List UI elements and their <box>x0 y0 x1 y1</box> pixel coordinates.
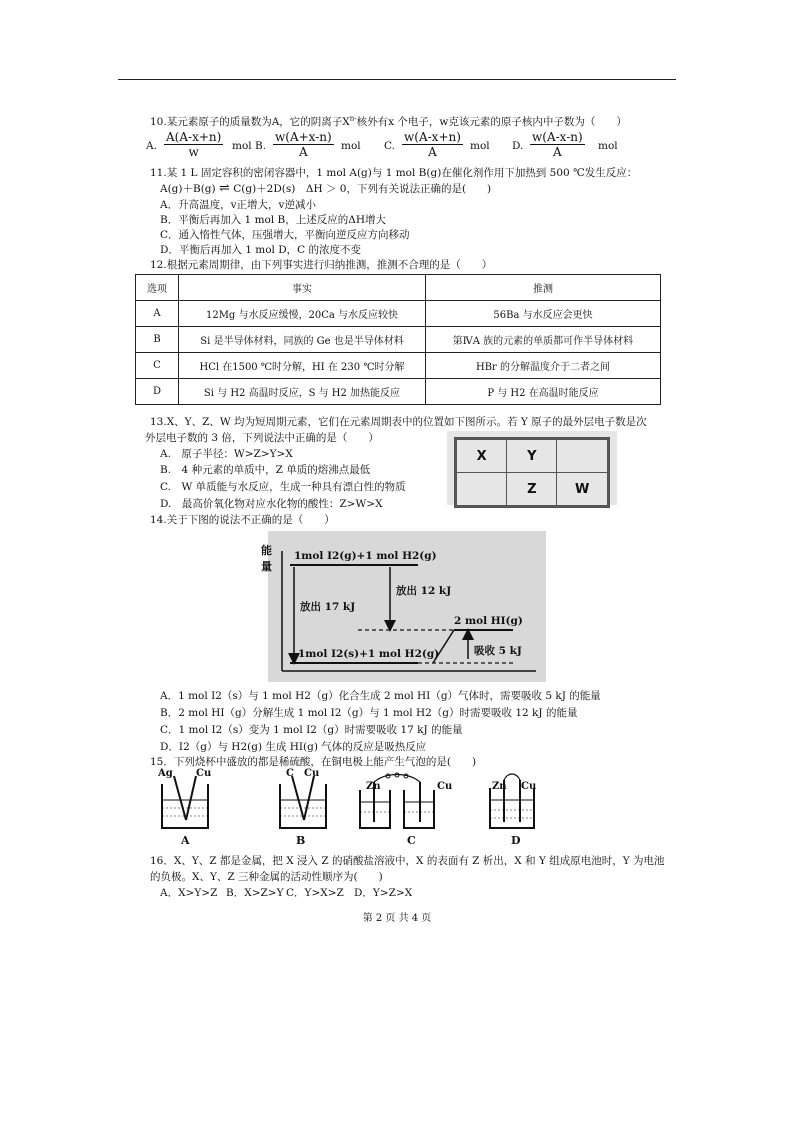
q10-option-fraction <box>164 130 223 159</box>
q10-option-unit: mol <box>470 140 490 152</box>
q11-option-b: B．平衡后再加入 1 mol B，上述反应的ΔH增大 <box>160 214 387 226</box>
q13-periodic-grid <box>454 437 610 508</box>
table-row <box>136 379 661 405</box>
q15-stem: 15．下列烧杯中盛放的都是稀硫酸，在铜电极上能产生气泡的是( ) <box>150 756 477 768</box>
grid-cell: W <box>557 473 609 507</box>
table-cell: B <box>136 327 179 353</box>
q16-option-a: A．X>Y>Z <box>160 887 218 899</box>
q14-stem: 14.关于下图的说法不正确的是（ ） <box>150 514 335 526</box>
release-12-label: 放出 12 kJ <box>396 585 452 597</box>
q14-option-d: D．I2（g）与 H2(g) 生成 HI(g) 气体的反应是吸热反应 <box>160 741 427 753</box>
beaker-d-right-electrode: Cu <box>521 781 537 792</box>
q11-option-a: A．升高温度，v正增大，v逆减小 <box>160 199 316 211</box>
q11-equation: A(g)＋B(g) ⇌ C(g)＋2D(s) ΔH ＞ 0，下列有关说法正确的是( ) <box>160 181 492 196</box>
fraction-denominator: A <box>428 145 437 159</box>
q10-stem: 10.某元素原子的质量数为A，它的阴离子$X^{n-}$核外有x 个电子，w克该元素的原子核内中子数为（ ） <box>150 114 627 128</box>
table-row <box>136 353 661 379</box>
q12-table <box>135 274 661 405</box>
beaker-b <box>280 776 326 828</box>
q14-option-a: A．1 mol I2（s）与 1 mol H2（g）化合生成 2 mol HI（g）气体时，需要吸收 5 kJ 的能量 <box>160 690 601 702</box>
q12-stem: 12.根据元素周期律，由下列事实进行归纳推测，推测不合理的是（ ） <box>150 259 493 271</box>
q10-option-label: A. <box>146 140 157 152</box>
q10-option-unit: mol <box>598 140 618 152</box>
energy-axis-label: 能 量 <box>261 544 272 573</box>
q13-stem-2: 外层电子数的 3 倍，下列说法中正确的是（ ） <box>145 432 379 444</box>
q13-stem-1: 13.X、Y、Z、W 均为短周期元素，它们在元素周期表中的位置如下图所示。若 Y 原子的最外层电子数是次 <box>150 416 647 428</box>
beaker-d-label: D <box>511 834 521 847</box>
beaker-b-label: B <box>296 834 306 847</box>
grid-cell: X <box>456 439 507 473</box>
q11-option-d: D．平衡后再加入 1 mol D，C 的浓度不变 <box>160 244 362 256</box>
page-footer: 第 2 页 共 4 页 <box>362 913 432 924</box>
q11-stem: 11.某 1 L 固定容积的密闭容器中，1 mol A(g)与 1 mol B(g)在催化剂作用下加热到 500 ℃发生反应： <box>150 167 638 179</box>
beaker-d-left-electrode: Zn <box>492 781 507 792</box>
grid-cell: Z <box>507 473 557 507</box>
beaker-c-right-electrode: Cu <box>437 781 453 792</box>
beaker-b-left-electrode: C <box>286 768 294 779</box>
table-header: 事实 <box>179 275 426 301</box>
top-level-label: 1mol I2(g)+1 mol H2(g) <box>294 550 437 562</box>
q10-option-fraction <box>273 130 334 159</box>
table-row <box>136 301 661 327</box>
q13-option-b: B. 4 种元素的单质中，Z 单质的熔沸点最低 <box>160 464 371 476</box>
table-cell: P 与 H2 在高温时能反应 <box>426 379 661 405</box>
table-cell: HCl 在1500 ℃时分解，HI 在 230 ℃时分解 <box>179 353 426 379</box>
fraction-denominator: w <box>188 145 199 159</box>
q16-option-c: C．Y>X>Z <box>286 887 344 899</box>
absorb-5-label: 吸收 5 kJ <box>474 645 522 657</box>
q13-option-a: A. 原子半径：W>Z>Y>X <box>160 448 293 460</box>
table-cell: 12Mg 与水反应缓慢，20Ca 与水反应较快 <box>179 301 426 327</box>
fraction-numerator: w(A-x+n) <box>404 130 461 144</box>
table-cell: C <box>136 353 179 379</box>
beaker-b-right-electrode: Cu <box>304 768 320 779</box>
q11-option-c: C．通入惰性气体，压强增大，平衡向逆反应方向移动 <box>160 229 410 241</box>
table-header: 推测 <box>426 275 661 301</box>
release-17-label: 放出 17 kJ <box>300 601 356 613</box>
hi-level-label: 2 mol HI(g) <box>454 615 523 627</box>
fraction-denominator: A <box>299 145 308 159</box>
q16-option-b: B．X>Z>Y <box>226 887 284 899</box>
table-cell: 56Ba 与水反应会更快 <box>426 301 661 327</box>
q14-option-b: B．2 mol HI（g）分解生成 1 mol I2（g）与 1 mol H2（g）时需要吸收 12 kJ 的能量 <box>160 707 578 719</box>
q10-option-fraction <box>530 130 585 159</box>
grid-cell: Y <box>507 439 557 473</box>
q10-option-label: C. <box>384 140 395 152</box>
fraction-denominator: A <box>553 145 562 159</box>
grid-cell <box>456 473 507 507</box>
q10-option-fraction <box>402 130 463 159</box>
q13-option-c: C. W 单质能与水反应，生成一种具有漂白性的物质 <box>160 481 406 493</box>
table-cell: A <box>136 301 179 327</box>
table-cell: Si 与 H2 高温时反应，S 与 H2 加热能反应 <box>179 379 426 405</box>
table-cell: HBr 的分解温度介于二者之间 <box>426 353 661 379</box>
beaker-a-left-electrode: Ag <box>158 768 173 779</box>
table-row <box>456 473 609 507</box>
table-header-row <box>136 275 661 301</box>
q10-option-unit: mol <box>341 140 361 152</box>
energy-diagram <box>261 531 546 682</box>
q16-option-d: D．Y>Z>X <box>354 887 413 899</box>
q10-option-label: B. <box>255 140 267 152</box>
q16-stem-2: 的负极。X、Y、Z 三种金属的活动性顺序为( ) <box>150 871 383 883</box>
beaker-c-label: C <box>407 834 416 847</box>
header-rule <box>118 79 676 80</box>
q13-option-d: D. 最高价氧化物对应水化物的酸性：Z>W>X <box>160 498 383 510</box>
bottom-level-label: 1mol I2(s)+1 mol H2(g) <box>298 648 440 660</box>
beakers-figure <box>150 768 550 848</box>
table-row <box>136 327 661 353</box>
table-cell: Si 是半导体材料，同族的 Ge 也是半导体材料 <box>179 327 426 353</box>
beaker-a-label: A <box>181 834 190 847</box>
table-row <box>456 439 609 473</box>
beaker-c-left-electrode: Zn <box>366 781 381 792</box>
q14-option-c: C．1 mol I2（s）变为 1 mol I2（g）时需要吸收 17 kJ 的能量 <box>160 724 463 736</box>
fraction-numerator: w(A-x-n) <box>532 130 583 144</box>
table-header: 选项 <box>136 275 179 301</box>
q10-option-unit: mol <box>232 140 252 152</box>
beaker-a-right-electrode: Cu <box>196 768 212 779</box>
grid-cell <box>557 439 609 473</box>
table-cell: 第ⅣA 族的元素的单质都可作半导体材料 <box>426 327 661 353</box>
fraction-numerator: A(A-x+n) <box>166 130 222 144</box>
table-cell: D <box>136 379 179 405</box>
q10-option-label: D. <box>512 140 524 152</box>
fraction-numerator: w(A+x-n) <box>275 130 332 144</box>
q16-stem-1: 16．X、Y、Z 都是金属，把 X 浸入 Z 的硝酸盐溶液中，X 的表面有 Z 析出，X 和 Y 组成原电池时，Y 为电池 <box>150 855 665 867</box>
beaker-a <box>162 776 208 828</box>
